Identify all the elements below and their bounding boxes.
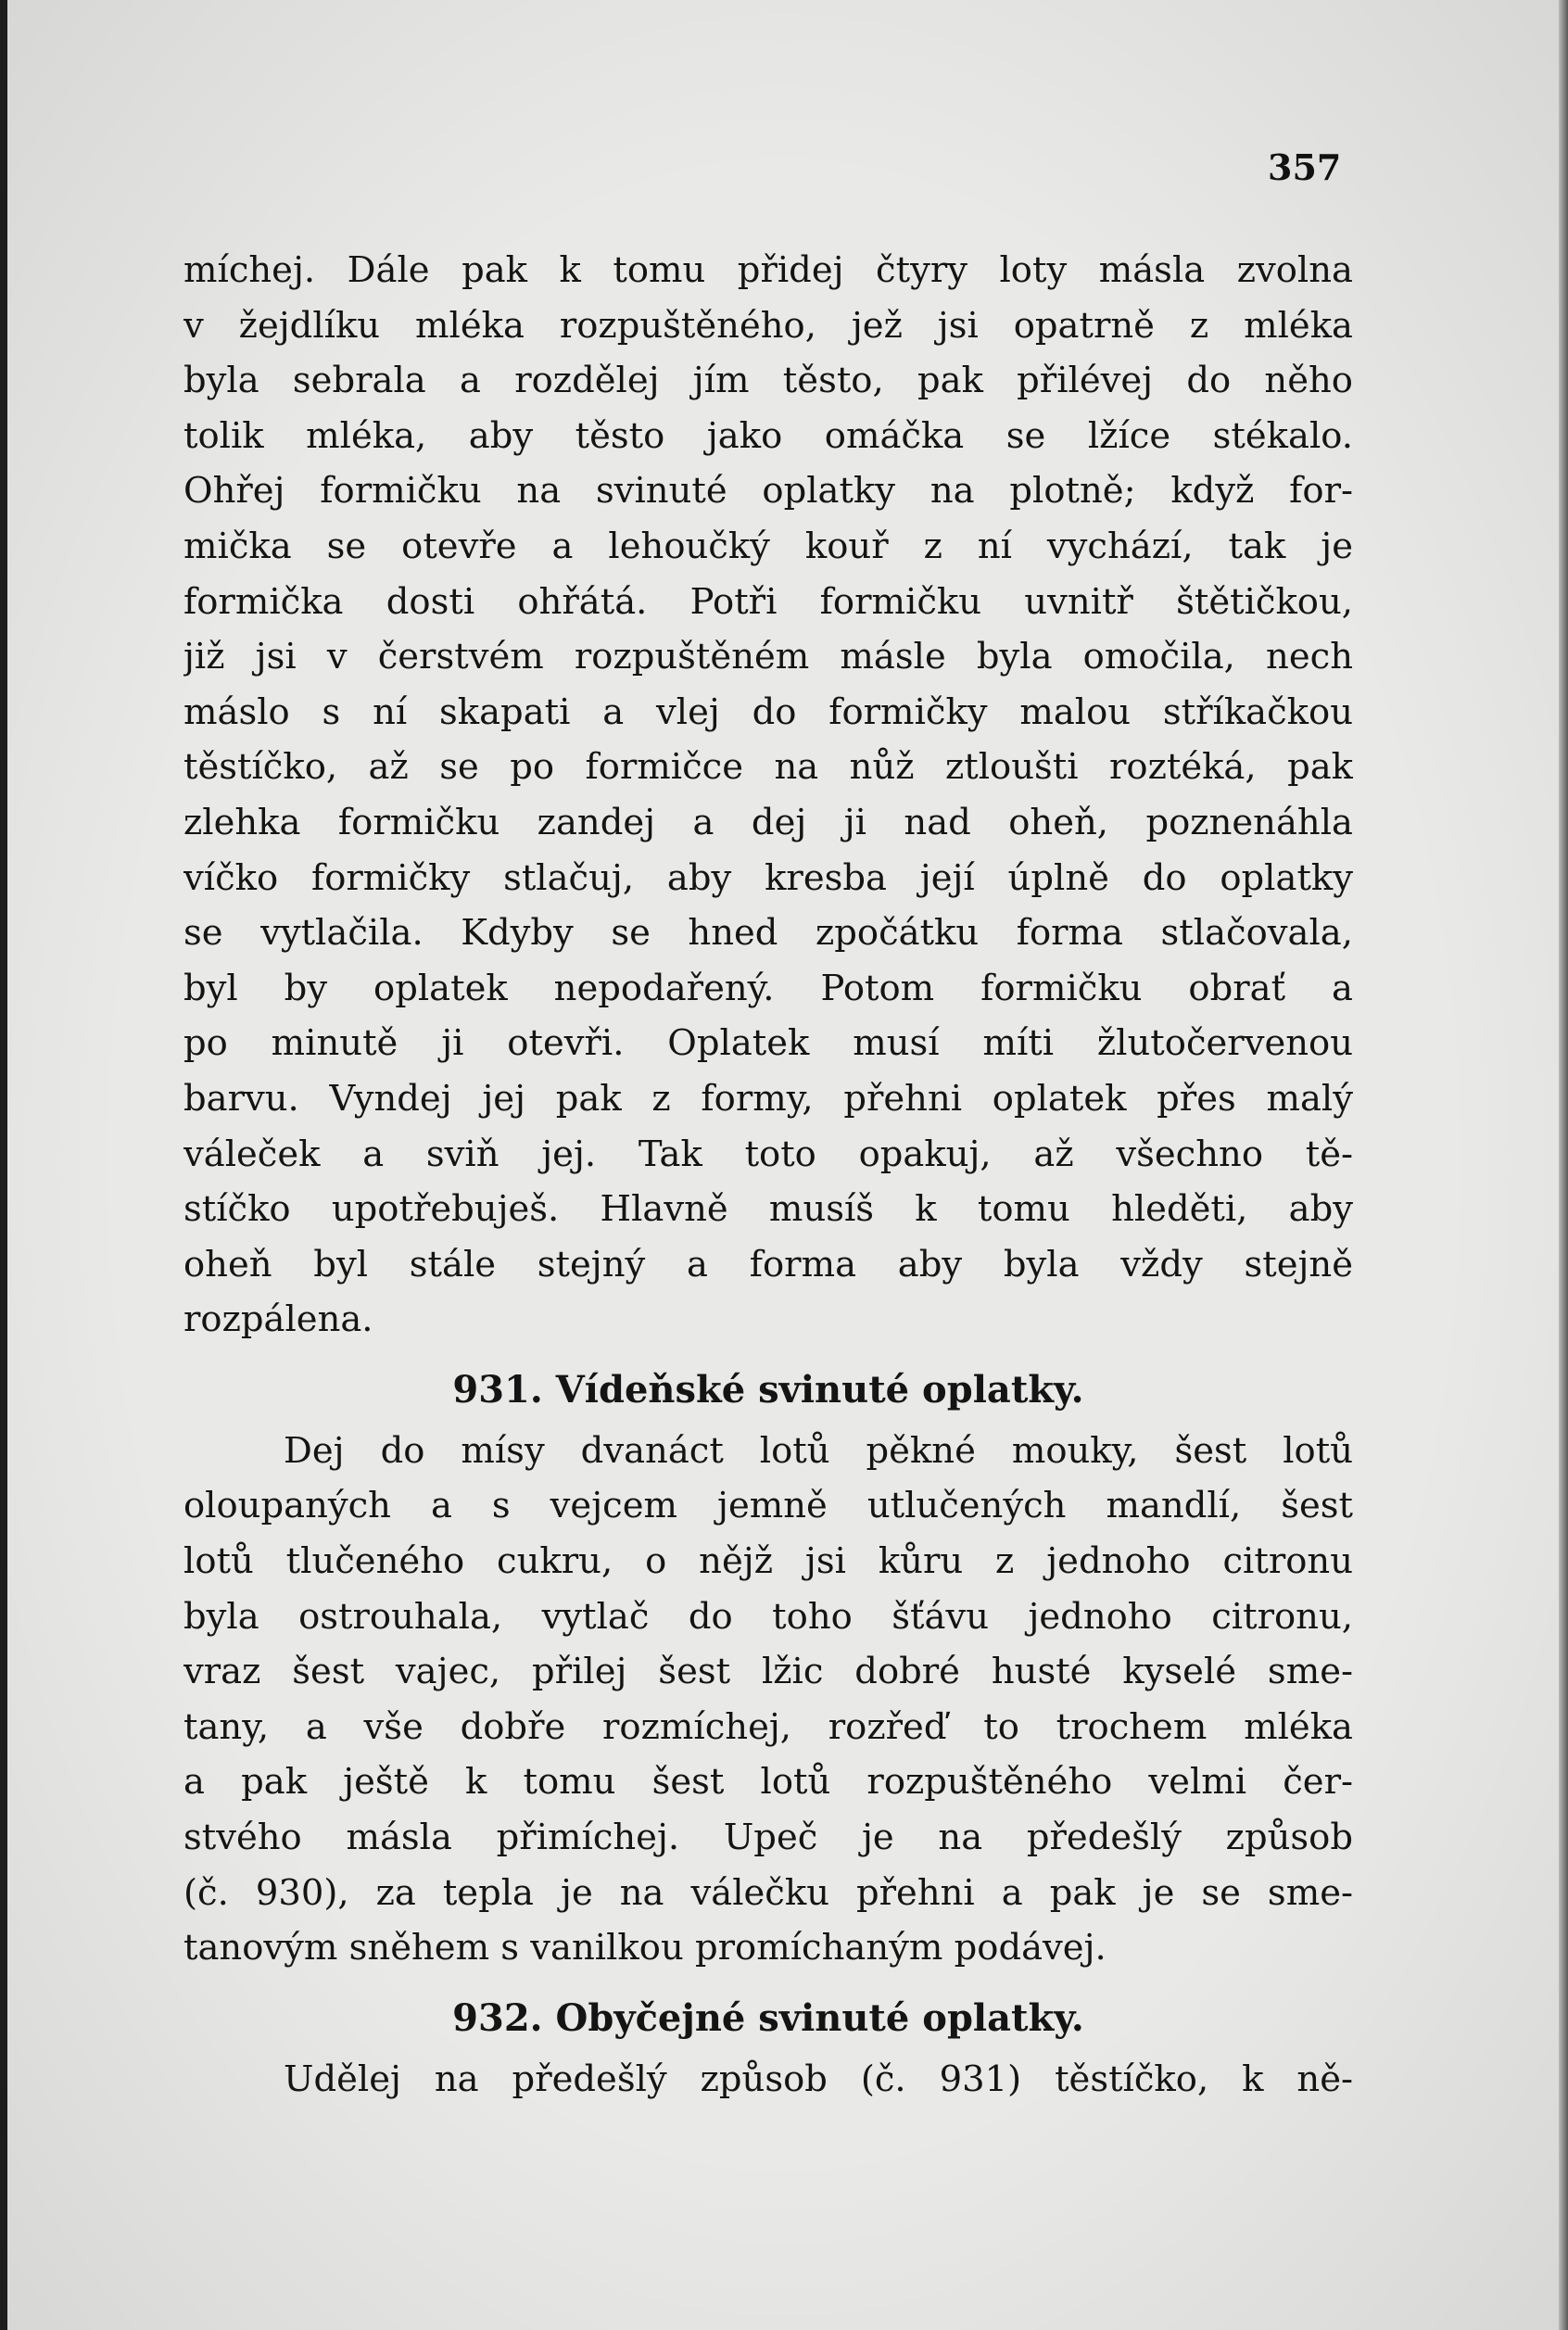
text-line: po minutě ji otevři. Oplatek musí míti žlutočervenou: [183, 1022, 1353, 1065]
scan-edge-left: [0, 0, 7, 2330]
text-line: oheň byl stále stejný a forma aby byla vždy stejně: [183, 1243, 1353, 1285]
text-line: tany, a vše dobře rozmíchej, rozřeď to trochem mléka: [183, 1705, 1353, 1748]
text-line: zlehka formičku zandej a dej ji nad oheň, poznenáhla: [183, 801, 1353, 843]
recipe-heading-931: 931. Vídeňské svinuté oplatky.: [452, 1367, 1084, 1412]
text-line: formička dosti ohřátá. Potři formičku uvnitř štětičkou,: [183, 580, 1353, 623]
text-line: Udělej na předešlý způsob (č. 931) těstíčko, k ně-: [284, 2058, 1353, 2100]
text-line: a pak ještě k tomu šest lotů rozpuštěného velmi čer-: [183, 1761, 1353, 1804]
text-line: barvu. Vyndej jej pak z formy, přehni oplatek přes malý: [183, 1077, 1353, 1120]
text-line: stíčko upotřebuješ. Hlavně musíš k tomu hleděti, aby: [183, 1188, 1353, 1231]
text-line: mička se otevře a lehoučký kouř z ní vychází, tak je: [183, 525, 1353, 567]
recipe-heading-932: 932. Obyčejné svinuté oplatky.: [452, 1995, 1084, 2040]
page-number: 357: [1268, 146, 1342, 188]
text-line: byl by oplatek nepodařený. Potom formičku obrať a: [183, 967, 1353, 1009]
text-line: se vytlačila. Kdyby se hned zpočátku forma stlačovala,: [183, 912, 1353, 955]
text-line: v žejdlíku mléka rozpuštěného, jež jsi opatrně z mléka: [183, 304, 1353, 347]
text-line: již jsi v čerstvém rozpuštěném másle byla omočila, nech: [183, 636, 1353, 678]
scan-edge-right: [1559, 0, 1568, 2330]
text-line: těstíčko, až se po formičce na nůž ztloušti roztéká, pak: [183, 746, 1353, 789]
text-line: byla sebrala a rozdělej jím těsto, pak přilévej do něho: [183, 360, 1353, 402]
text-line: stvého másla přimíchej. Upeč je na předešlý způsob: [183, 1817, 1353, 1859]
text-line: víčko formičky stlačuj, aby kresba její úplně do oplatky: [183, 856, 1353, 899]
paragraph-930-end: [183, 243, 1353, 1348]
text-line: vraz šest vajec, přilej šest lžic dobré husté kyselé sme-: [183, 1651, 1353, 1693]
text-line: váleček a sviň jej. Tak toto opakuj, až všechno tě-: [183, 1133, 1353, 1175]
text-line: Ohřej formičku na svinuté oplatky na plotně; když for-: [183, 470, 1353, 513]
recipe-931-body: [183, 1424, 1353, 1976]
text-line: tanovým sněhem s vanilkou promíchaným podávej.: [183, 1927, 1106, 1969]
text-line: rozpálena.: [183, 1298, 373, 1341]
text-line: (č. 930), za tepla je na válečku přehni a pak je se sme-: [183, 1871, 1353, 1914]
recipe-932-body: [183, 2052, 1353, 2108]
text-block: [183, 243, 1353, 2107]
text-line: Dej do mísy dvanáct lotů pěkné mouky, šest lotů: [284, 1429, 1353, 1472]
text-line: máslo s ní skapati a vlej do formičky malou stříkačkou: [183, 690, 1353, 733]
text-line: byla ostrouhala, vytlač do toho šťávu jednoho citronu,: [183, 1595, 1353, 1638]
text-line: lotů tlučeného cukru, o nějž jsi kůru z jednoho citronu: [183, 1540, 1353, 1583]
text-line: míchej. Dále pak k tomu přidej čtyry loty másla zvolna: [183, 249, 1353, 291]
text-line: oloupaných a s vejcem jemně utlučených mandlí, šest: [183, 1485, 1353, 1527]
text-line: tolik mléka, aby těsto jako omáčka se lžíce stékalo.: [183, 414, 1353, 457]
